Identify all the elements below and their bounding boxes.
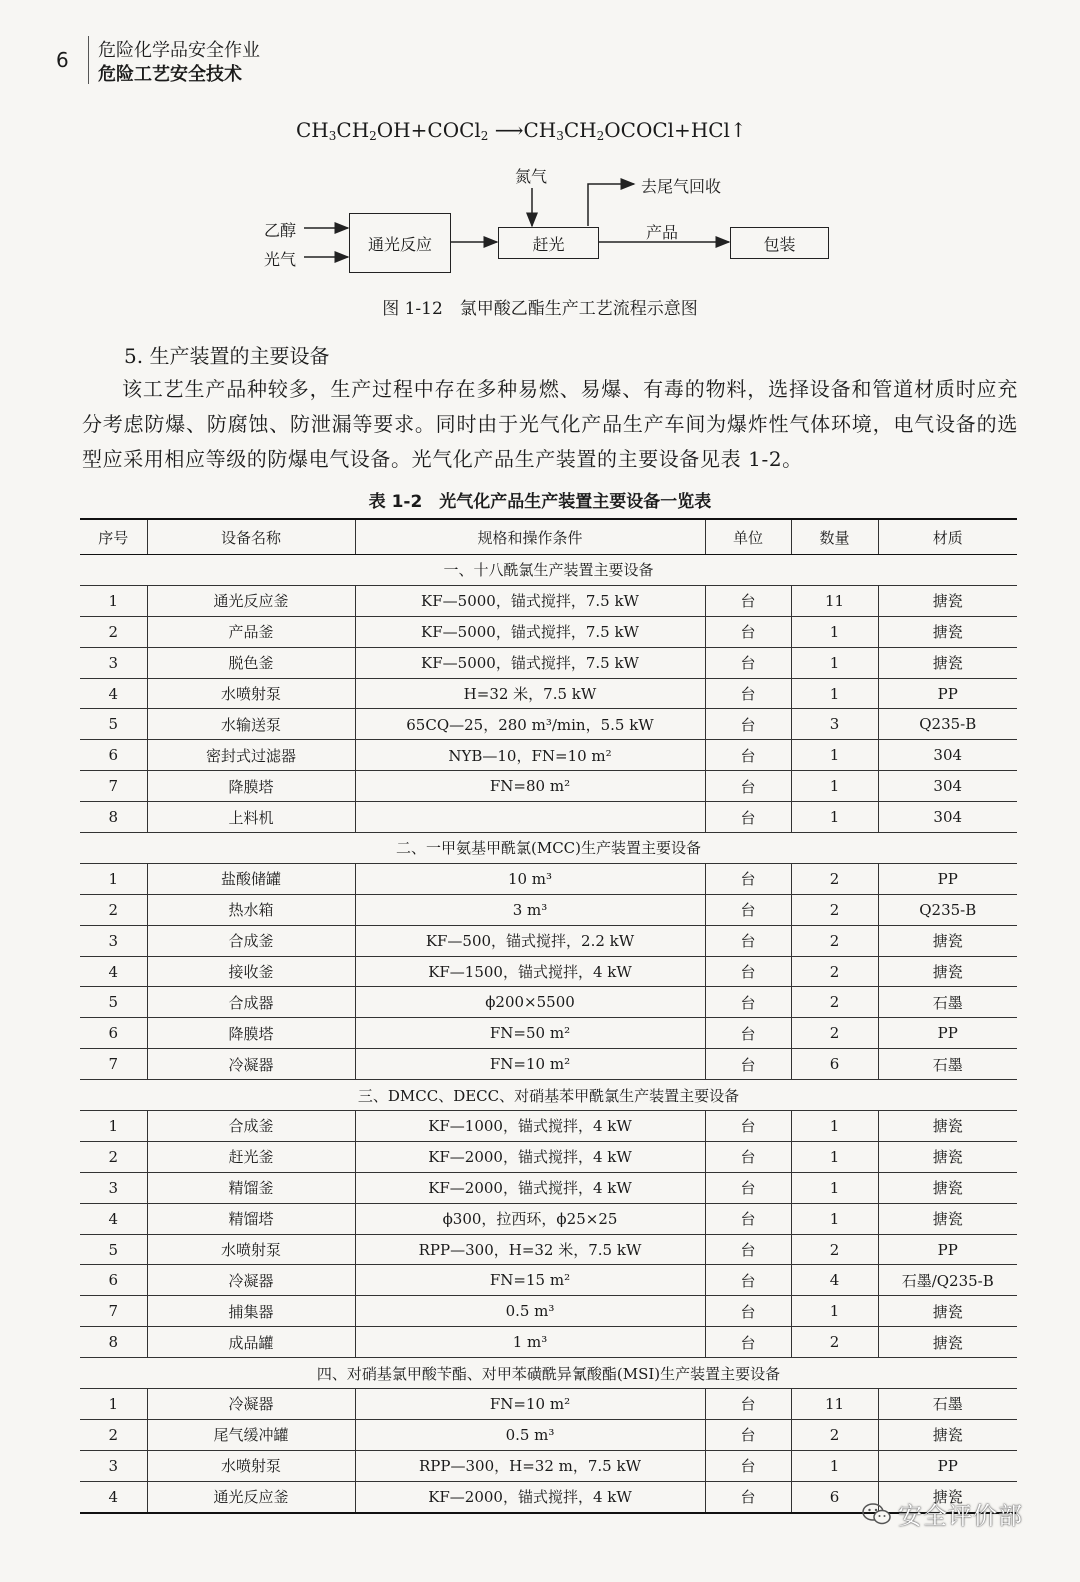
table-row	[80, 1172, 1017, 1203]
cell-name: 尾气缓冲罐	[147, 1419, 355, 1450]
cell-index: 3	[80, 925, 147, 956]
watermark-text: 安全评价部	[898, 1502, 1023, 1530]
cell-name: 捕集器	[147, 1296, 355, 1327]
cell-qty: 2	[791, 894, 878, 925]
table-row	[80, 1141, 1017, 1172]
cell-unit: 台	[705, 956, 791, 987]
cell-name: 冷凝器	[147, 1265, 355, 1296]
col-header-qty: 数量	[791, 519, 878, 555]
table-row	[80, 1203, 1017, 1234]
cell-qty: 2	[791, 1327, 878, 1358]
cell-material: Q235-B	[878, 894, 1017, 925]
cell-spec: KF—5000，锚式搅拌，7.5 kW	[355, 585, 705, 616]
cell-unit: 台	[705, 1419, 791, 1450]
nitrogen-label: 氮气	[515, 167, 548, 186]
cell-index: 1	[80, 863, 147, 894]
cell-spec: 3 m³	[355, 894, 705, 925]
book-title: 危险化学品安全作业	[98, 40, 260, 61]
cell-qty: 2	[791, 987, 878, 1018]
book-subtitle: 危险工艺安全技术	[98, 64, 242, 85]
reaction-equation: $CH_3CH_2OH+COCl_2$ $⟶CH_3CH_2OCOCl+HCl↑$	[296, 118, 747, 143]
cell-material: 304	[878, 802, 1017, 833]
cell-material: 搪瓷	[878, 1327, 1017, 1358]
cell-material: 304	[878, 771, 1017, 802]
cell-qty: 11	[791, 585, 878, 616]
cell-index: 8	[80, 802, 147, 833]
cell-unit: 台	[705, 1265, 791, 1296]
cell-index: 7	[80, 1049, 147, 1080]
table-row	[80, 894, 1017, 925]
cell-material: 搪瓷	[878, 956, 1017, 987]
cell-qty: 2	[791, 925, 878, 956]
cell-qty: 2	[791, 956, 878, 987]
cell-spec: 0.5 m³	[355, 1419, 705, 1450]
cell-material: 搪瓷	[878, 647, 1017, 678]
cell-index: 1	[80, 1389, 147, 1420]
table-row	[80, 740, 1017, 771]
cell-spec: H=32 米，7.5 kW	[355, 678, 705, 709]
cell-unit: 台	[705, 987, 791, 1018]
cell-index: 4	[80, 678, 147, 709]
cell-index: 1	[80, 1111, 147, 1142]
page-number: 6	[56, 48, 69, 72]
cell-name: 脱色釜	[147, 647, 355, 678]
cell-qty: 2	[791, 1018, 878, 1049]
table-row	[80, 956, 1017, 987]
purge-box: 赶光	[498, 227, 599, 259]
cell-qty: 1	[791, 678, 878, 709]
cell-unit: 台	[705, 1141, 791, 1172]
cell-spec: KF—500，锚式搅拌，2.2 kW	[355, 925, 705, 956]
cell-qty: 6	[791, 1481, 878, 1512]
cell-material: PP	[878, 1234, 1017, 1265]
cell-unit: 台	[705, 1450, 791, 1481]
cell-qty: 1	[791, 647, 878, 678]
cell-index: 6	[80, 740, 147, 771]
cell-spec: RPP—300，H=32 米，7.5 kW	[355, 1234, 705, 1265]
cell-qty: 1	[791, 1296, 878, 1327]
cell-qty: 2	[791, 1419, 878, 1450]
table-header-row	[80, 519, 1017, 555]
cell-material: 搪瓷	[878, 1111, 1017, 1142]
section-row	[80, 1080, 1017, 1111]
cell-name: 水喷射泵	[147, 1234, 355, 1265]
cell-index: 8	[80, 1327, 147, 1358]
cell-spec: FN=10 m²	[355, 1389, 705, 1420]
cell-spec: RPP—300，H=32 m，7.5 kW	[355, 1450, 705, 1481]
cell-name: 成品罐	[147, 1327, 355, 1358]
input-ethanol-label: 乙醇	[264, 221, 297, 240]
package-box: 包装	[730, 227, 829, 259]
cell-qty: 1	[791, 802, 878, 833]
cell-index: 3	[80, 647, 147, 678]
cell-name: 密封式过滤器	[147, 740, 355, 771]
cell-name: 上料机	[147, 802, 355, 833]
cell-material: 304	[878, 740, 1017, 771]
cell-spec: 1 m³	[355, 1327, 705, 1358]
cell-index: 4	[80, 956, 147, 987]
cell-index: 5	[80, 1234, 147, 1265]
section-title: 一、十八酰氯生产装置主要设备	[80, 555, 1017, 586]
table-row	[80, 1327, 1017, 1358]
cell-name: 水喷射泵	[147, 678, 355, 709]
cell-material: 搪瓷	[878, 1419, 1017, 1450]
cell-index: 2	[80, 894, 147, 925]
cell-material: PP	[878, 1450, 1017, 1481]
cell-name: 水输送泵	[147, 709, 355, 740]
cell-spec: KF—2000，锚式搅拌，4 kW	[355, 1481, 705, 1512]
table-row	[80, 925, 1017, 956]
cell-unit: 台	[705, 678, 791, 709]
cell-unit: 台	[705, 616, 791, 647]
section-title: 三、DMCC、DECC、对硝基苯甲酰氯生产装置主要设备	[80, 1080, 1017, 1111]
cell-qty: 1	[791, 1141, 878, 1172]
header-divider	[88, 36, 89, 84]
col-header-material: 材质	[878, 519, 1017, 555]
process-flowchart	[0, 150, 1080, 290]
cell-unit: 台	[705, 647, 791, 678]
cell-qty: 3	[791, 709, 878, 740]
cell-unit: 台	[705, 925, 791, 956]
cell-qty: 1	[791, 771, 878, 802]
cell-name: 通光反应釜	[147, 1481, 355, 1512]
cell-index: 5	[80, 709, 147, 740]
tail-gas-label: 去尾气回收	[641, 177, 722, 196]
cell-material: 搪瓷	[878, 616, 1017, 647]
cell-unit: 台	[705, 1203, 791, 1234]
cell-unit: 台	[705, 740, 791, 771]
cell-unit: 台	[705, 585, 791, 616]
col-header-name: 设备名称	[147, 519, 355, 555]
cell-spec: FN=10 m²	[355, 1049, 705, 1080]
cell-name: 通光反应釜	[147, 585, 355, 616]
cell-qty: 1	[791, 1203, 878, 1234]
cell-spec: KF—1000，锚式搅拌，4 kW	[355, 1111, 705, 1142]
section-title: 四、对硝基氯甲酸苄酯、对甲苯磺酰异氰酸酯(MSI)生产装置主要设备	[80, 1358, 1017, 1389]
cell-spec: 0.5 m³	[355, 1296, 705, 1327]
table-row	[80, 987, 1017, 1018]
table-row	[80, 585, 1017, 616]
cell-spec: KF—5000，锚式搅拌，7.5 kW	[355, 647, 705, 678]
equipment-table	[80, 518, 1017, 1514]
cell-spec: KF—2000，锚式搅拌，4 kW	[355, 1172, 705, 1203]
cell-spec: FN=80 m²	[355, 771, 705, 802]
cell-qty: 1	[791, 740, 878, 771]
cell-material: 搪瓷	[878, 1141, 1017, 1172]
cell-material: PP	[878, 1018, 1017, 1049]
cell-index: 6	[80, 1018, 147, 1049]
cell-name: 热水箱	[147, 894, 355, 925]
cell-unit: 台	[705, 1049, 791, 1080]
cell-index: 7	[80, 771, 147, 802]
cell-unit: 台	[705, 1111, 791, 1142]
cell-name: 合成器	[147, 987, 355, 1018]
cell-spec: ϕ300，拉西环，ϕ25×25	[355, 1203, 705, 1234]
cell-unit: 台	[705, 1481, 791, 1512]
section-row	[80, 833, 1017, 864]
col-header-index: 序号	[80, 519, 147, 555]
cell-index: 2	[80, 1141, 147, 1172]
cell-index: 3	[80, 1450, 147, 1481]
cell-qty: 2	[791, 863, 878, 894]
table-row	[80, 616, 1017, 647]
cell-qty: 2	[791, 1234, 878, 1265]
cell-index: 7	[80, 1296, 147, 1327]
cell-spec: FN=50 m²	[355, 1018, 705, 1049]
table-row	[80, 1450, 1017, 1481]
cell-qty: 4	[791, 1265, 878, 1296]
cell-name: 精馏釜	[147, 1172, 355, 1203]
cell-material: 石墨	[878, 1049, 1017, 1080]
cell-index: 2	[80, 1419, 147, 1450]
reaction-box: 通光反应	[349, 213, 451, 273]
cell-qty: 1	[791, 1450, 878, 1481]
table-row	[80, 1018, 1017, 1049]
cell-spec: KF—1500，锚式搅拌，4 kW	[355, 956, 705, 987]
cell-material: 搪瓷	[878, 1203, 1017, 1234]
cell-spec: 65CQ—25，280 m³/min，5.5 kW	[355, 709, 705, 740]
cell-name: 降膜塔	[147, 1018, 355, 1049]
section-heading: 5. 生产装置的主要设备	[124, 344, 330, 368]
cell-name: 接收釜	[147, 956, 355, 987]
cell-name: 降膜塔	[147, 771, 355, 802]
cell-spec: NYB—10，FN=10 m²	[355, 740, 705, 771]
cell-spec: 10 m³	[355, 863, 705, 894]
table-row	[80, 678, 1017, 709]
section-row	[80, 555, 1017, 586]
cell-unit: 台	[705, 894, 791, 925]
cell-material: PP	[878, 678, 1017, 709]
cell-spec: KF—5000，锚式搅拌，7.5 kW	[355, 616, 705, 647]
cell-qty: 1	[791, 616, 878, 647]
table-row	[80, 771, 1017, 802]
cell-name: 合成釜	[147, 1111, 355, 1142]
cell-index: 1	[80, 585, 147, 616]
cell-index: 3	[80, 1172, 147, 1203]
cell-name: 水喷射泵	[147, 1450, 355, 1481]
cell-unit: 台	[705, 1327, 791, 1358]
cell-unit: 台	[705, 771, 791, 802]
input-phosgene-label: 光气	[264, 250, 297, 269]
section-title: 二、一甲氨基甲酰氯(MCC)生产装置主要设备	[80, 833, 1017, 864]
cell-name: 盐酸储罐	[147, 863, 355, 894]
product-label: 产品	[646, 223, 679, 242]
table-row	[80, 1049, 1017, 1080]
table-row	[80, 647, 1017, 678]
wechat-icon	[862, 1502, 892, 1526]
table-row	[80, 1234, 1017, 1265]
table-row	[80, 802, 1017, 833]
cell-spec: FN=15 m²	[355, 1265, 705, 1296]
cell-material: Q235-B	[878, 709, 1017, 740]
cell-material: PP	[878, 863, 1017, 894]
cell-material: 搪瓷	[878, 1481, 1017, 1512]
table-title: 表 1-2 光气化产品生产装置主要设备一览表	[368, 492, 712, 512]
cell-unit: 台	[705, 1234, 791, 1265]
cell-spec: ϕ200×5500	[355, 987, 705, 1018]
cell-material: 搪瓷	[878, 585, 1017, 616]
table-row	[80, 1296, 1017, 1327]
cell-qty: 1	[791, 1111, 878, 1142]
cell-index: 5	[80, 987, 147, 1018]
cell-name: 冷凝器	[147, 1049, 355, 1080]
table-row	[80, 709, 1017, 740]
cell-qty: 11	[791, 1389, 878, 1420]
cell-qty: 1	[791, 1172, 878, 1203]
figure-caption: 图 1-12 氯甲酸乙酯生产工艺流程示意图	[382, 299, 698, 319]
cell-material: 搪瓷	[878, 925, 1017, 956]
cell-spec: KF—2000，锚式搅拌，4 kW	[355, 1141, 705, 1172]
cell-name: 产品釜	[147, 616, 355, 647]
cell-unit: 台	[705, 709, 791, 740]
cell-qty: 6	[791, 1049, 878, 1080]
col-header-spec: 规格和操作条件	[355, 519, 705, 555]
cell-index: 4	[80, 1481, 147, 1512]
cell-unit: 台	[705, 802, 791, 833]
section-row	[80, 1358, 1017, 1389]
table-row	[80, 1265, 1017, 1296]
cell-index: 2	[80, 616, 147, 647]
cell-material: 石墨/Q235-B	[878, 1265, 1017, 1296]
cell-name: 精馏塔	[147, 1203, 355, 1234]
table-row	[80, 1389, 1017, 1420]
cell-index: 4	[80, 1203, 147, 1234]
table-row	[80, 863, 1017, 894]
cell-material: 搪瓷	[878, 1296, 1017, 1327]
cell-name: 冷凝器	[147, 1389, 355, 1420]
cell-unit: 台	[705, 1018, 791, 1049]
cell-material: 搪瓷	[878, 1172, 1017, 1203]
table-row	[80, 1419, 1017, 1450]
cell-name: 赶光釜	[147, 1141, 355, 1172]
cell-spec	[355, 802, 705, 833]
col-header-unit: 单位	[705, 519, 791, 555]
cell-unit: 台	[705, 1296, 791, 1327]
cell-material: 石墨	[878, 987, 1017, 1018]
cell-unit: 台	[705, 863, 791, 894]
cell-material: 石墨	[878, 1389, 1017, 1420]
cell-unit: 台	[705, 1389, 791, 1420]
body-paragraph: 该工艺生产品种较多，生产过程中存在多种易燃、易爆、有毒的物料，选择设备和管道材质时应充分考虑防爆、防腐蚀、防泄漏等要求。同时由于光气化产品生产车间为爆炸性气体环境，电气设备的选型应采用相应等级的防爆电气设备。光气化产品生产装置的主要设备见表 1-2。	[82, 377, 1018, 471]
cell-name: 合成釜	[147, 925, 355, 956]
table-row	[80, 1111, 1017, 1142]
cell-index: 6	[80, 1265, 147, 1296]
cell-unit: 台	[705, 1172, 791, 1203]
watermark	[862, 1496, 1023, 1531]
